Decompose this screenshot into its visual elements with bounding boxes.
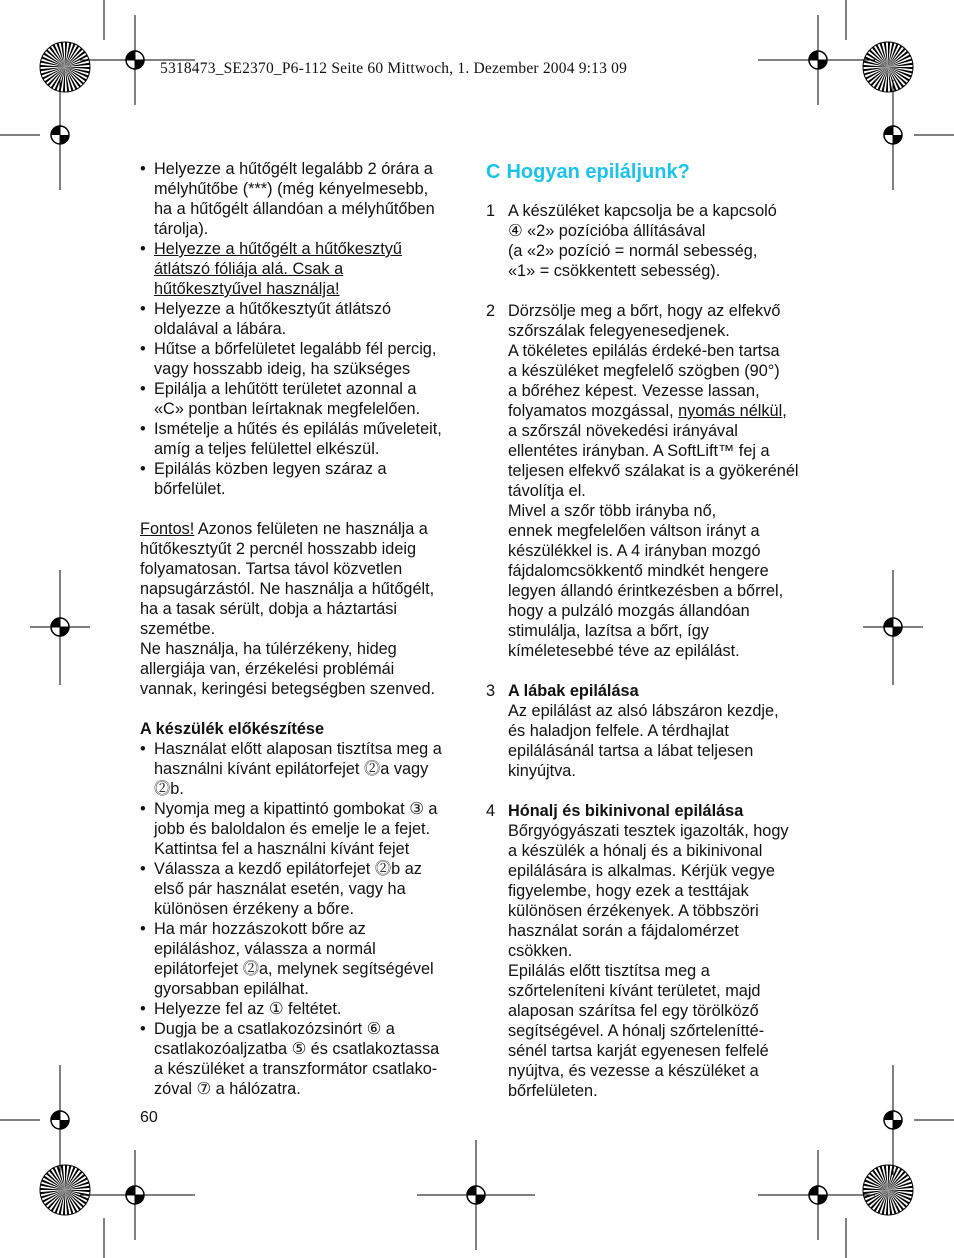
bullet-text: hűtőkesztyűvel használja! xyxy=(154,280,340,298)
bullet-line xyxy=(140,879,470,899)
step-line xyxy=(486,961,816,981)
step-line xyxy=(486,401,816,421)
step-text-underlined: nyomás nélkül xyxy=(678,402,783,420)
bullet-mark: • xyxy=(140,340,146,358)
step-line xyxy=(486,581,816,601)
bullet-text: Ismételje a hűtés és epilálás műveleteit, xyxy=(154,420,442,438)
spacer xyxy=(140,699,470,719)
bullet-line xyxy=(140,479,470,499)
step-number: 2 xyxy=(486,302,496,320)
warning-line xyxy=(140,519,470,539)
step-line xyxy=(486,481,816,501)
bullet-text: Ha már hozzászokott bőre az xyxy=(154,920,366,938)
bullet-mark: • xyxy=(140,460,146,478)
step-text: legyen állandó érintkezésben a bőrrel, xyxy=(508,582,784,600)
bullet-line xyxy=(140,919,470,939)
warning-line xyxy=(140,559,470,579)
step-text: «1» = csökkentett sebesség). xyxy=(508,262,721,280)
step-text: figyelembe, hogy ezek a testtájak xyxy=(508,882,749,900)
step-text: használat során a fájdalomérzet xyxy=(508,922,739,940)
warning-line xyxy=(140,539,470,559)
step-text: Az epilálást az alsó lábszáron kezdje, xyxy=(508,702,779,720)
warning-text: Ne használja, ha túlérzékeny, hideg xyxy=(140,640,397,658)
bullet-text: a készüléket a transzformátor csatlako- xyxy=(154,1060,438,1078)
warning-text: vannak, keringési betegségben szenved. xyxy=(140,680,436,698)
step-line xyxy=(486,601,816,621)
step-line xyxy=(486,241,816,261)
bullet-mark: • xyxy=(140,420,146,438)
bullet-mark: • xyxy=(140,800,146,818)
step-line xyxy=(486,1081,816,1101)
step-line xyxy=(486,301,816,321)
bullet-text: Használat előtt alaposan tisztítsa meg a xyxy=(154,740,442,758)
warning-line xyxy=(140,579,470,599)
bullet-line xyxy=(140,159,470,179)
bullet-line xyxy=(140,1079,470,1099)
step-line xyxy=(486,761,816,781)
bullet-line xyxy=(140,219,470,239)
step-line xyxy=(486,741,816,761)
registration-starburst xyxy=(40,1165,90,1215)
bullet-line xyxy=(140,759,470,779)
step-line xyxy=(486,1041,816,1061)
bullet-text: Helyezze a hűtőkesztyűt átlátszó xyxy=(154,300,392,318)
step-text: epilálásánál tartsa a lábat teljesen xyxy=(508,742,754,760)
bullet-text: átlátszó fóliája alá. Csak a xyxy=(154,260,344,278)
step-line xyxy=(486,921,816,941)
step-line xyxy=(486,941,816,961)
bullet-line xyxy=(140,999,470,1019)
section-title: Hogyan epiláljunk? xyxy=(506,161,690,183)
step-text: a készüléket megfelelő szögben (90°) xyxy=(508,362,780,380)
bullet-line xyxy=(140,1039,470,1059)
bullet-text: Helyezze a hűtőgélt a hűtőkesztyű xyxy=(154,240,402,258)
step-text: a szőrszál növekedési irányával xyxy=(508,422,738,440)
bullet-line xyxy=(140,979,470,999)
right-column xyxy=(486,159,816,1101)
step-text: folyamatos mozgással, xyxy=(508,402,679,420)
step-text: A lábak epilálása xyxy=(508,682,639,700)
step-text: különösen érzékenyek. A többszöri xyxy=(508,902,759,920)
step-line xyxy=(486,501,816,521)
step-line xyxy=(486,261,816,281)
bullet-mark: • xyxy=(140,240,146,258)
step-text: Bőrgyógyászati tesztek igazolták, hogy xyxy=(508,822,789,840)
warning-text: allergiája van, érzékelési problémái xyxy=(140,660,395,678)
step-line xyxy=(486,461,816,481)
step-text: segítségével. A hónalj szőrtelenítté- xyxy=(508,1022,765,1040)
step-line xyxy=(486,321,816,341)
step-line xyxy=(486,641,816,661)
step-text: , xyxy=(782,402,787,420)
bullet-mark: • xyxy=(140,740,146,758)
warning-text: ha a tasak sérült, dobja a háztartási xyxy=(140,600,398,618)
step-line xyxy=(486,361,816,381)
step-text: alaposan szárítsa fel egy törölköző xyxy=(508,1002,759,1020)
bullet-text: «C» pontban leírtaknak megfelelően. xyxy=(154,400,421,418)
step-line xyxy=(486,341,816,361)
step-text: hogy a pulzáló mozgás állandóan xyxy=(508,602,750,620)
step-line xyxy=(486,1021,816,1041)
step-line xyxy=(486,201,816,221)
bullet-line xyxy=(140,239,470,259)
step-text: sénél tartsa karját egyenesen felfelé xyxy=(508,1042,769,1060)
bullet-text: jobb és baloldalon és emelje le a fejet. xyxy=(154,820,431,838)
bullet-line xyxy=(140,1019,470,1039)
step-text: a bőréhez képest. Vezesse lassan, xyxy=(508,382,760,400)
bullet-mark: • xyxy=(140,860,146,878)
step-text: távolítja el. xyxy=(508,482,586,500)
warning-line xyxy=(140,639,470,659)
bullet-line xyxy=(140,959,470,979)
page-number: 60 xyxy=(140,1109,158,1126)
bullet-line xyxy=(140,339,470,359)
bullet-text: zóval ⑦ a hálózatra. xyxy=(154,1080,301,1098)
bullet-text: használni kívánt epilátorfejet ⓶a vagy xyxy=(154,760,429,778)
bullet-line xyxy=(140,739,470,759)
bullet-mark: • xyxy=(140,160,146,178)
bullet-line xyxy=(140,819,470,839)
step-text: ennek megfelelően váltson irányt a xyxy=(508,522,760,540)
registration-starburst xyxy=(863,42,913,92)
bullet-text: Hűtse a bőrfelületet legalább fél percig, xyxy=(154,340,437,358)
step-text: A készüléket kapcsolja be a kapcsoló xyxy=(508,202,777,220)
step-line xyxy=(486,901,816,921)
bullet-line xyxy=(140,359,470,379)
step-line xyxy=(486,881,816,901)
warning-text: napsugárzástól. Ne használja a hűtőgélt, xyxy=(140,580,435,598)
bullet-text: különösen érzékeny a bőre. xyxy=(154,900,355,918)
step-number: 4 xyxy=(486,802,496,820)
warning-label: Fontos! xyxy=(140,520,195,538)
bullet-line xyxy=(140,299,470,319)
step-text: szőrteleníteni kívánt területet, majd xyxy=(508,982,761,1000)
left-column xyxy=(140,159,470,1099)
bullet-mark: • xyxy=(140,380,146,398)
spacer xyxy=(486,781,816,801)
bullet-text: epiláláshoz, válassza a normál xyxy=(154,940,376,958)
step-text: teljesen elfekvő szálakat is a gyökerénél xyxy=(508,462,799,480)
step-line xyxy=(486,221,816,241)
step-line xyxy=(486,701,816,721)
bullet-mark: • xyxy=(140,300,146,318)
bullet-mark: • xyxy=(140,1000,146,1018)
step-text: kinyújtva. xyxy=(508,762,576,780)
step-line xyxy=(486,681,816,701)
step-line xyxy=(486,521,816,541)
spacer xyxy=(486,281,816,301)
step-line xyxy=(486,981,816,1001)
bullet-text: Helyezze a hűtőgélt legalább 2 órára a xyxy=(154,160,433,178)
step-line xyxy=(486,421,816,441)
spacer xyxy=(140,499,470,519)
warning-line xyxy=(140,659,470,679)
bullet-text: oldalával a lábára. xyxy=(154,320,287,338)
warning-line xyxy=(140,619,470,639)
step-line xyxy=(486,801,816,821)
bullet-line xyxy=(140,279,470,299)
bullet-text: vagy hosszabb ideig, ha szükséges xyxy=(154,360,411,378)
step-line xyxy=(486,441,816,461)
step-line xyxy=(486,1061,816,1081)
bullet-text: gyorsabban epilálhat. xyxy=(154,980,309,998)
step-text: a készülék a hónalj és a bikinivonal xyxy=(508,842,763,860)
bullet-line xyxy=(140,379,470,399)
step-text: ellentétes irányban. A SoftLift™ fej a xyxy=(508,442,770,460)
step-text: Mivel a szőr több irányba nő, xyxy=(508,502,717,520)
warning-line xyxy=(140,679,470,699)
bullet-line xyxy=(140,439,470,459)
bullet-line xyxy=(140,1059,470,1079)
bullet-text: Nyomja meg a kipattintó gombokat ③ a xyxy=(154,800,438,818)
bullet-text: Válassza a kezdő epilátorfejet ⓶b az xyxy=(154,860,422,878)
bullet-text: amíg a teljes felülettel elkészül. xyxy=(154,440,380,458)
section-heading xyxy=(486,159,816,187)
bullet-text: Kattintsa fel a használni kívánt fejet xyxy=(154,840,410,858)
step-text: bőrfelületen. xyxy=(508,1082,598,1100)
step-text: epilálására is alkalmas. Kérjük vegye xyxy=(508,862,775,880)
step-text: Epilálás előtt tisztítsa meg a xyxy=(508,962,710,980)
bullet-line xyxy=(140,859,470,879)
bullet-line xyxy=(140,839,470,859)
bullet-line xyxy=(140,899,470,919)
bullet-text: ⓶b. xyxy=(154,780,184,798)
step-text: csökken. xyxy=(508,942,573,960)
section-letter: C xyxy=(486,161,501,183)
step-text: szőrszálak felegyenesedjenek. xyxy=(508,322,730,340)
warning-text: szemétbe. xyxy=(140,620,216,638)
warning-text: Azonos felületen ne használja a xyxy=(194,520,428,538)
registration-starburst xyxy=(863,1165,913,1215)
step-line xyxy=(486,541,816,561)
step-line xyxy=(486,841,816,861)
step-line xyxy=(486,721,816,741)
step-number: 1 xyxy=(486,202,496,220)
bullet-text: első pár használat esetén, vagy ha xyxy=(154,880,406,898)
bullet-line xyxy=(140,939,470,959)
bullet-text: Helyezze fel az ① feltétet. xyxy=(154,1000,342,1018)
step-line xyxy=(486,621,816,641)
bullet-mark: • xyxy=(140,1020,146,1038)
step-line xyxy=(486,1001,816,1021)
step-line xyxy=(486,561,816,581)
step-text: A tökéletes epilálás érdeké-ben tartsa xyxy=(508,342,780,360)
bullet-text: mélyhűtőbe (***) (még kényelmesebb, xyxy=(154,180,429,198)
bullet-text: Dugja be a csatlakozózsinórt ⑥ a xyxy=(154,1020,395,1038)
step-text: kíméletesebbé téve az epilálást. xyxy=(508,642,740,660)
bullet-line xyxy=(140,399,470,419)
bullet-line xyxy=(140,199,470,219)
warning-line xyxy=(140,599,470,619)
bullet-text: csatlakozóaljzatba ⑤ és csatlakoztassa xyxy=(154,1040,440,1058)
bullet-line xyxy=(140,319,470,339)
step-text: ④ «2» pozícióba állításával xyxy=(508,222,706,240)
step-text: nyújtva, és vezesse a készüléket a xyxy=(508,1062,759,1080)
bullet-line xyxy=(140,179,470,199)
bullet-text: Epilálja a lehűtött területet azonnal a xyxy=(154,380,417,398)
step-text: stimulálja, lazítsa a bőrt, így xyxy=(508,622,709,640)
spacer xyxy=(486,187,816,201)
warning-text: hűtőkesztyűt 2 percnél hosszabb ideig xyxy=(140,540,417,558)
bullet-mark: • xyxy=(140,920,146,938)
step-text: készülékkel is. A 4 irányban mozgó xyxy=(508,542,761,560)
registration-starburst xyxy=(40,42,90,92)
step-line xyxy=(486,381,816,401)
step-number: 3 xyxy=(486,682,496,700)
step-line xyxy=(486,861,816,881)
bullet-text: ha a hűtőgélt állandóan a mélyhűtőben xyxy=(154,200,435,218)
prep-heading: A készülék előkészítése xyxy=(140,720,325,738)
bullet-line xyxy=(140,799,470,819)
bullet-text: tárolja). xyxy=(154,220,209,238)
print-slug: 5318473_SE2370_P6-112 Seite 60 Mittwoch, 1. Dezember 2004 9:13 09 xyxy=(160,60,628,77)
step-text: és haladjon felfele. A térdhajlat xyxy=(508,722,729,740)
bullet-text: bőrfelület. xyxy=(154,480,226,498)
bullet-line xyxy=(140,779,470,799)
step-text: Hónalj és bikinivonal epilálása xyxy=(508,802,744,820)
bullet-text: epilátorfejet ⓶a, melynek segítségével xyxy=(154,960,434,978)
warning-text: folyamatosan. Tartsa távol közvetlen xyxy=(140,560,403,578)
step-text: Dörzsölje meg a bőrt, hogy az elfekvő xyxy=(508,302,781,320)
spacer xyxy=(486,661,816,681)
step-line xyxy=(486,821,816,841)
bullet-line xyxy=(140,419,470,439)
step-text: (a «2» pozíció = normál sebesség, xyxy=(508,242,758,260)
bullet-line xyxy=(140,459,470,479)
bullet-text: Epilálás közben legyen száraz a xyxy=(154,460,387,478)
step-text: fájdalomcsökkentő mindkét hengere xyxy=(508,562,769,580)
bullet-line xyxy=(140,259,470,279)
